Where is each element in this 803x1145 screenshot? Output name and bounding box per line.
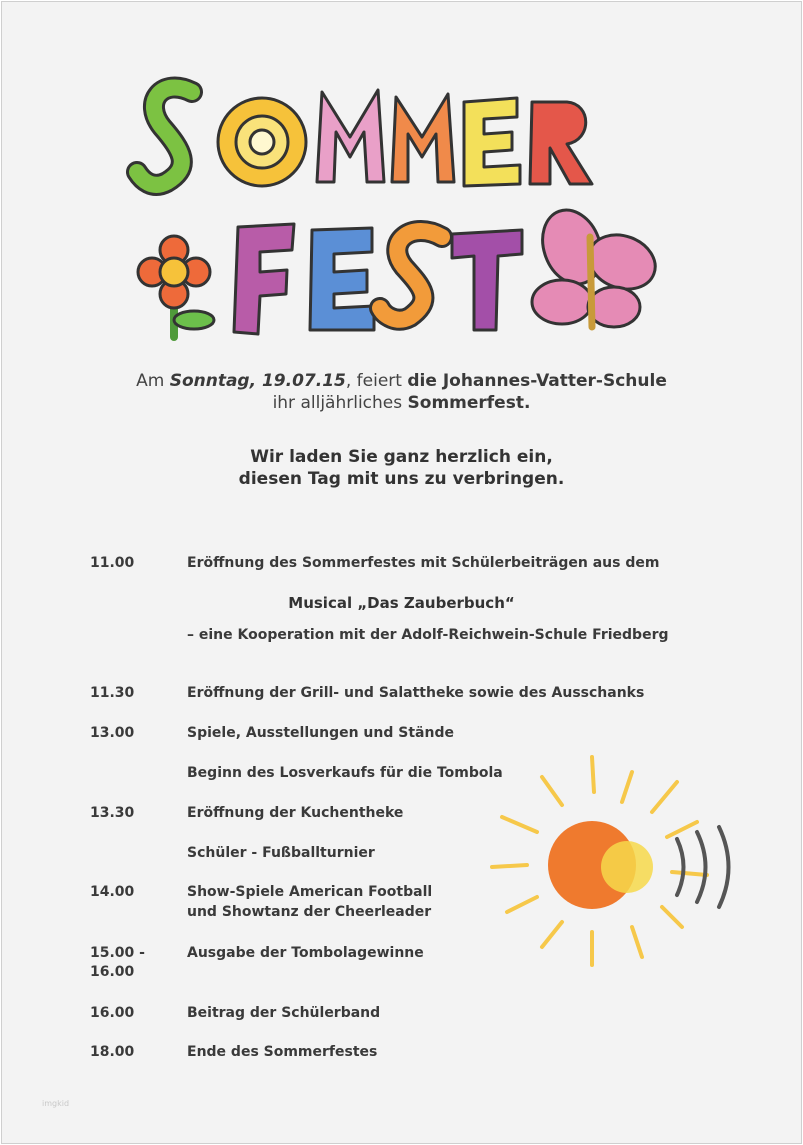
intro-line2-prefix: ihr alljährliches [272,393,408,413]
sommerfest-logo [122,62,682,362]
schedule-desc-line2: und Showtanz der Cheerleader [187,904,432,920]
schedule-time: 13.00 [90,725,135,741]
schedule-desc: Eröffnung der Kuchentheke [187,805,404,821]
schedule-time: 16.00 [90,1005,135,1021]
schedule-desc: Spiele, Ausstellungen und Stände [187,725,454,741]
schedule-desc: Schüler - Fußballturnier [187,845,375,861]
schedule-desc: Eröffnung der Grill- und Salattheke sowie des Ausschanks [187,685,645,701]
schedule-time: 18.00 [90,1044,135,1060]
schedule-time: 11.00 [90,555,135,571]
intro-prefix: Am [136,371,170,391]
invitation-text [2,446,801,490]
schedule-time: 13.30 [90,805,135,821]
flower-icon [138,236,214,337]
schedule-desc: Show-Spiele American Football [187,884,433,900]
invitation-line-1: Wir laden Sie ganz herzlich ein, [250,447,553,467]
schedule-time: 15.00 - [90,945,145,961]
schedule-desc: Ausgabe der Tombolagewinne [187,945,424,961]
intro-text [2,370,801,414]
musical-title: Musical „Das Zauberbuch“ [288,594,515,612]
sun-icon [482,747,762,977]
invitation-line-2: diesen Tag mit uns zu verbringen. [238,469,565,489]
event-name: Sommerfest. [407,393,531,413]
schedule-desc: – eine Kooperation mit der Adolf-Reichwein-Schule Friedberg [187,627,669,643]
event-date: Sonntag, 19.07.15 [169,371,346,391]
watermark: imgkid [42,1099,70,1108]
butterfly-icon [532,202,663,327]
flyer-page [1,1,802,1144]
schedule-desc: Beitrag der Schülerband [187,1005,381,1021]
schedule-time-end: 16.00 [90,964,135,980]
schedule-desc: Ende des Sommerfestes [187,1044,378,1060]
schedule-time: 14.00 [90,884,135,900]
sun-letter-icon [218,98,306,186]
schedule-desc: Beginn des Losverkaufs für die Tombola [187,765,503,781]
intro-middle: , feiert [345,371,408,391]
schedule-desc: Eröffnung des Sommerfestes mit Schülerbeiträgen aus dem [187,555,660,571]
schedule-time: 11.30 [90,685,135,701]
school-name: die Johannes-Vatter-Schule [407,371,667,391]
